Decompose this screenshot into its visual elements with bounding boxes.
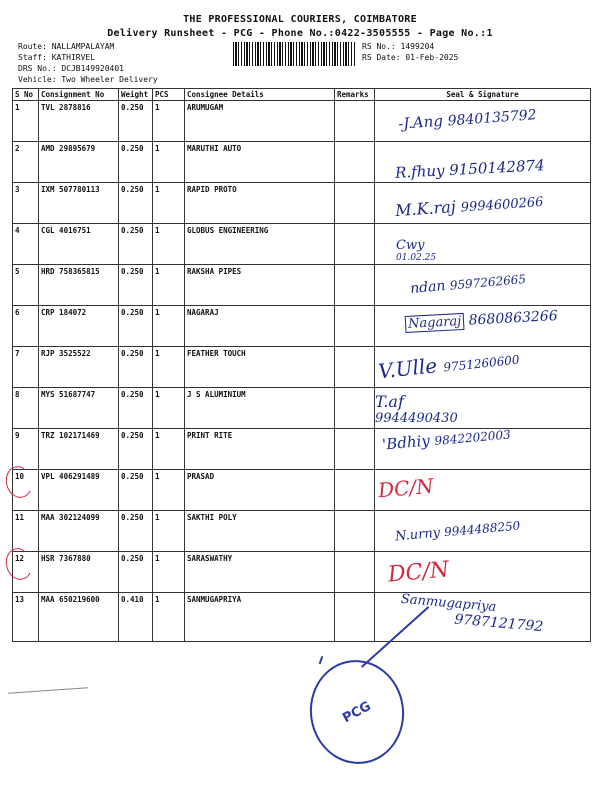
signature-6: Nagaraj 8680863266 [405,308,558,332]
signature-5: ndan 9597262665 [409,271,527,298]
row-sno: 2 [13,142,39,183]
row-sno: 1 [13,101,39,142]
row-consignment-no: HSR 7367880 [39,552,119,593]
row-sno: 6 [13,306,39,347]
row-pcs: 1 [153,511,185,552]
row-weight: 0.250 [119,101,153,142]
row-weight: 0.250 [119,306,153,347]
row-weight: 0.250 [119,511,153,552]
table-row [13,224,591,265]
row-consignment-no: CGL 4016751 [39,224,119,265]
col-consignment: Consignment No [39,89,119,101]
row-remarks [335,429,375,470]
row-sno: 7 [13,347,39,388]
table-row [13,388,591,429]
row-pcs: 1 [153,101,185,142]
row-remarks [335,183,375,224]
row-remarks [335,388,375,429]
row-consignment-no: MAA 302124099 [39,511,119,552]
rs-date: RS Date: 01-Feb-2025 [362,53,459,62]
row-consignment-no: AMD 29895679 [39,142,119,183]
row-consignment-no: HRD 758365815 [39,265,119,306]
row-pcs: 1 [153,552,185,593]
row-sno: 3 [13,183,39,224]
pen-stroke [8,687,88,694]
row-remarks [335,552,375,593]
row-consignee: RAKSHA PIPES [185,265,335,306]
row-consignee: J S ALUMINIUM [185,388,335,429]
table-row [13,552,591,593]
pen-stroke [319,656,323,664]
col-weight: Weight [119,89,153,101]
row-consignee: PRASAD [185,470,335,511]
row-pcs: 1 [153,470,185,511]
col-sno: S No [13,89,39,101]
col-pcs: PCS [153,89,185,101]
table-header-row [13,89,591,101]
pcg-stamp [303,654,411,770]
row-consignee: SAKTHI POLY [185,511,335,552]
row-sno: 12 [13,552,39,593]
signature-4: Cwy 01.02.25 [396,238,437,263]
vehicle-label: Vehicle: Two Wheeler Delivery [18,75,158,84]
row-consignee: RAPID PROTO [185,183,335,224]
remark-dcn-12: DC/N [387,557,451,588]
row-consignment-no: IXM 507780113 [39,183,119,224]
route-label: Route: NALLAMPALAYAM [18,42,115,51]
row-pcs: 1 [153,593,185,642]
row-consignment-no: MAA 650219600 [39,593,119,642]
company-title: THE PROFESSIONAL COURIERS, COIMBATORE [183,14,417,25]
row-weight: 0.250 [119,429,153,470]
row-consignee: FEATHER TOUCH [185,347,335,388]
signature-7: V.Ulle 9751260600 [377,352,521,384]
row-remarks [335,511,375,552]
row-weight: 0.250 [119,552,153,593]
row-sno: 9 [13,429,39,470]
row-weight: 0.250 [119,224,153,265]
rs-number: RS No.: 1499204 [362,42,435,51]
row-remarks [335,470,375,511]
row-remarks [335,347,375,388]
row-sno: 4 [13,224,39,265]
row-consignee: SARASWATHY [185,552,335,593]
row-sno: 11 [13,511,39,552]
staff-label: Staff: KATHIRVEL [18,53,96,62]
row-pcs: 1 [153,183,185,224]
table-row [13,470,591,511]
barcode-image [233,42,355,66]
remark-dcn-10: DC/N [377,473,435,503]
row-sno: 8 [13,388,39,429]
col-signature: Seal & Signature [375,89,591,101]
signature-3: R.fhuy 9150142874 [394,156,545,182]
signature-9: 'Bdhiy 9842202003 [381,427,512,454]
row-consignment-no: CRP 184072 [39,306,119,347]
col-consignee: Consignee Details [185,89,335,101]
row-consignee: PRINT RITE [185,429,335,470]
row-sno: 10 [13,470,39,511]
row-remarks [335,224,375,265]
row-remarks [335,101,375,142]
row-consignment-no: VPL 406291489 [39,470,119,511]
runsheet-subtitle: Delivery Runsheet - PCG - Phone No.:0422-3505555 - Page No.:1 [107,28,493,39]
row-consignment-no: RJP 3525522 [39,347,119,388]
row-weight: 0.250 [119,470,153,511]
row-consignment-no: TVL 2878816 [39,101,119,142]
drs-number: DRS No.: DCJB149920401 [18,64,124,73]
signature-11: N.urny 9944488250 [394,518,521,545]
row-weight: 0.250 [119,183,153,224]
stamp-text: PCG [340,698,374,726]
row-pcs: 1 [153,429,185,470]
row-weight: 0.250 [119,347,153,388]
row-pcs: 1 [153,347,185,388]
row-consignment-no: MYS 51687747 [39,388,119,429]
row-consignee: NAGARAJ [185,306,335,347]
col-remarks: Remarks [335,89,375,101]
signature-8: T.af 9944490430 [375,392,458,426]
row-remarks [335,142,375,183]
row-consignment-no: TRZ 102171469 [39,429,119,470]
row-consignee: MARUTHI AUTO [185,142,335,183]
row-pcs: 1 [153,306,185,347]
row-remarks [335,306,375,347]
signature-13: Sanmugapriya 9787121792 [400,591,544,636]
row-consignee: GLOBUS ENGINEERING [185,224,335,265]
row-remarks [335,265,375,306]
row-remarks [335,593,375,642]
signature-1: -J.Ang 9840135792 [397,107,538,133]
row-sno: 5 [13,265,39,306]
row-weight: 0.250 [119,265,153,306]
row-sno: 13 [13,593,39,642]
row-pcs: 1 [153,224,185,265]
row-weight: 0.410 [119,593,153,642]
signature-3b: M.K.raj 9994600266 [394,194,544,221]
row-consignee: SANMUGAPRIYA [185,593,335,642]
row-pcs: 1 [153,265,185,306]
row-consignee: ARUMUGAM [185,101,335,142]
row-weight: 0.250 [119,388,153,429]
row-pcs: 1 [153,388,185,429]
row-weight: 0.250 [119,142,153,183]
row-pcs: 1 [153,142,185,183]
